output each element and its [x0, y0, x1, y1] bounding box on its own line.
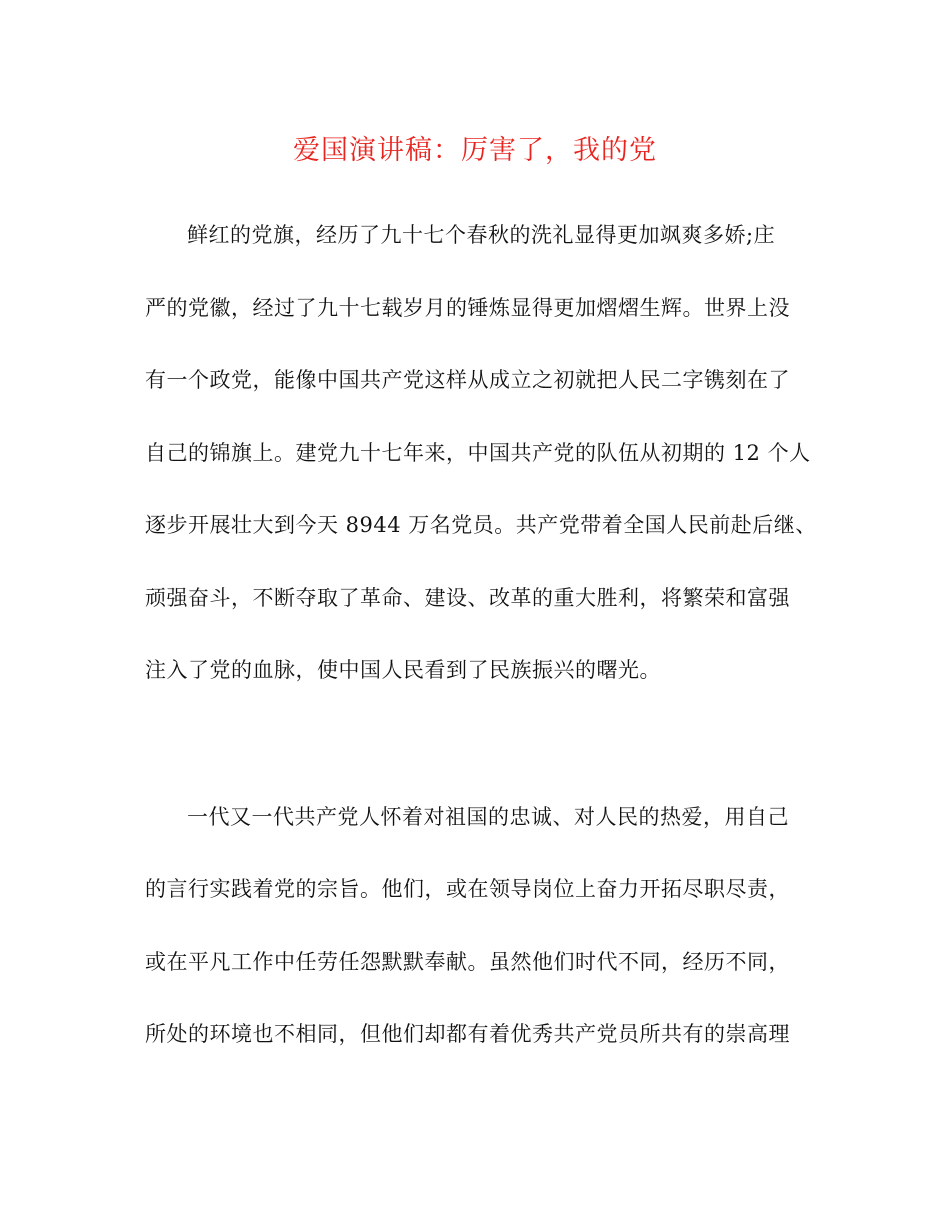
- document-title: 爱国演讲稿：厉害了，我的党: [293, 135, 657, 166]
- paragraph-line: 所处的环境也不相同，但他们却都有着优秀共产党员所共有的崇高理: [145, 1022, 790, 1046]
- paragraph-line: 顽强奋斗，不断夺取了革命、建设、改革的重大胜利，将繁荣和富强: [145, 586, 790, 610]
- paragraph-line: 自己的锦旗上。建党九十七年来，中国共产党的队伍从初期的 12 个人: [145, 441, 811, 465]
- paragraph-line: 鲜红的党旗，经历了九十七个春秋的洗礼显得更加飒爽多娇;庄: [187, 223, 776, 247]
- paragraph-line: 有一个政党，能像中国共产党这样从成立之初就把人民二字镌刻在了: [145, 368, 790, 392]
- paragraph-line: 严的党徽，经过了九十七载岁月的锤炼显得更加熠熠生辉。世界上没: [145, 296, 790, 320]
- paragraph-line: 一代又一代共产党人怀着对祖国的忠诚、对人民的热爱，用自己: [187, 805, 789, 829]
- paragraph-line: 或在平凡工作中任劳任怨默默奉献。虽然他们时代不同，经历不同，: [145, 950, 790, 974]
- paragraph-line: 的言行实践着党的宗旨。他们，或在领导岗位上奋力开拓尽职尽责，: [145, 877, 790, 901]
- paragraph-line: 注入了党的血脉，使中国人民看到了民族振兴的曙光。: [145, 658, 661, 682]
- paragraph-line: 逐步开展壮大到今天 8944 万名党员。共产党带着全国人民前赴后继、: [145, 513, 817, 537]
